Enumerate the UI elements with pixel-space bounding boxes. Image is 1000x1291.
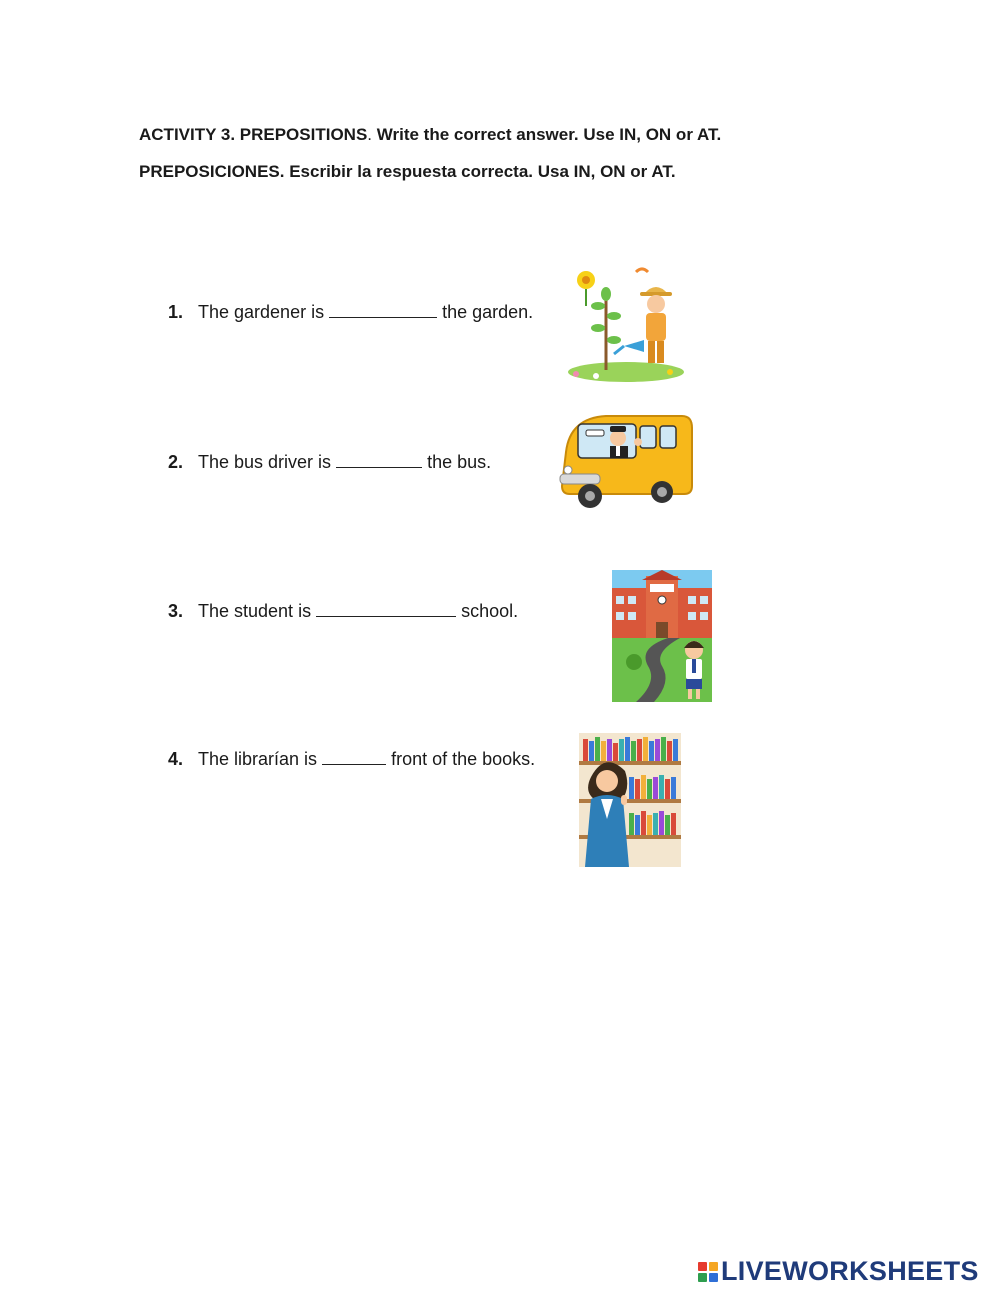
- question-4: [168, 749, 535, 770]
- question-3: [168, 601, 518, 622]
- logo-tiles-icon: [698, 1262, 718, 1282]
- logo-text: LIVEWORKSHEETS: [721, 1256, 979, 1286]
- instruction-english: Write the correct answer. Use IN, ON or AT.: [372, 125, 722, 144]
- answer-blank-2[interactable]: [336, 453, 422, 468]
- student-school-illustration: [612, 570, 712, 702]
- question-text-before: The librarían is: [198, 749, 318, 769]
- liveworksheets-logo: [698, 1256, 979, 1287]
- question-text-before: The student is: [198, 601, 312, 621]
- question-number: 1.: [168, 302, 184, 322]
- answer-blank-3[interactable]: [316, 602, 456, 617]
- question-number: 2.: [168, 452, 184, 472]
- answer-blank-1[interactable]: [329, 303, 437, 318]
- answer-blank-4[interactable]: [322, 750, 386, 765]
- title-period: .: [367, 125, 373, 144]
- librarian-illustration: [579, 733, 681, 867]
- question-text-after: front of the books.: [391, 749, 536, 769]
- activity-title: ACTIVITY 3. PREPOSITIONS: [139, 125, 368, 144]
- question-text-after: the bus.: [427, 452, 492, 472]
- bus-driver-illustration: [556, 412, 694, 516]
- question-text-after: the garden.: [442, 302, 534, 322]
- instruction-spanish: PREPOSICIONES. Escribir la respuesta correcta. Usa IN, ON or AT.: [139, 162, 676, 181]
- question-text-before: The bus driver is: [198, 452, 332, 472]
- question-number: 4.: [168, 749, 184, 769]
- question-number: 3.: [168, 601, 184, 621]
- question-1: [168, 302, 533, 323]
- activity-header: [139, 116, 721, 190]
- question-text-before: The gardener is: [198, 302, 325, 322]
- header-line-1: [139, 116, 721, 153]
- question-2: [168, 452, 491, 473]
- question-text-after: school.: [461, 601, 519, 621]
- gardener-illustration: [566, 266, 688, 384]
